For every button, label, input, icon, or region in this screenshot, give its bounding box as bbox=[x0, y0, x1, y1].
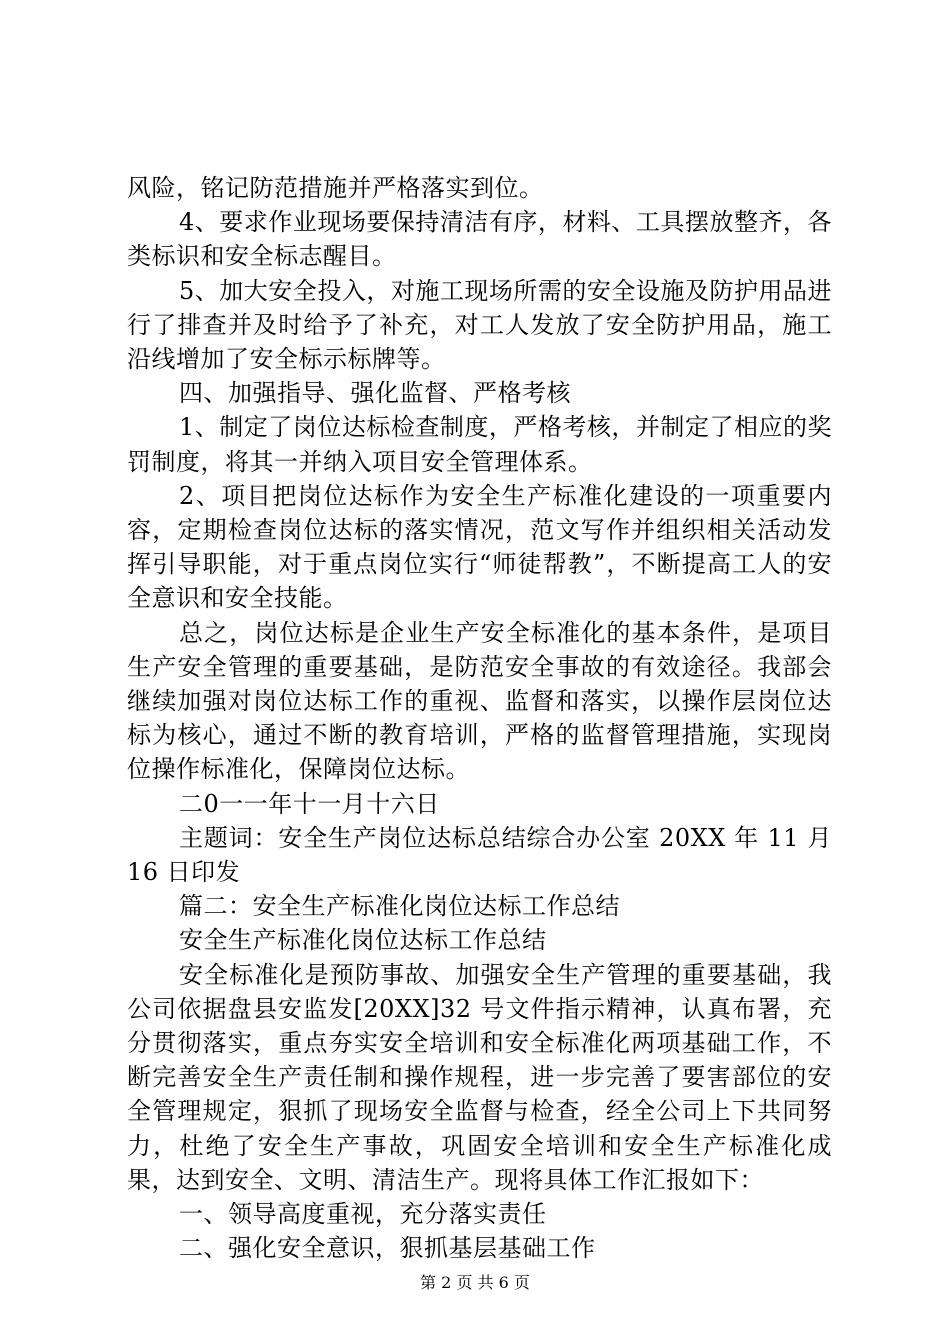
page-number-footer: 第 2 页 共 6 页 bbox=[420, 1273, 530, 1292]
paragraph: 2、项目把岗位达标作为安全生产标准化建设的一项重要内容，定期检查岗位达标的落实情况，范文写作并组织相关活动发挥引导职能，对于重点岗位实行“师徒帮教”，不断提高工人的安全意识和安全技能。 bbox=[127, 481, 832, 613]
section-heading: 二、强化安全意识，狠抓基层基础工作 bbox=[179, 1234, 596, 1263]
document-body bbox=[127, 171, 832, 1266]
section-heading: 一、领导高度重视，充分落实责任 bbox=[179, 1200, 547, 1229]
paragraph: 风险，铭记防范措施并严格落实到位。 bbox=[127, 174, 544, 202]
paragraph: 1、制定了岗位达标检查制度，严格考核，并制定了相应的奖罚制度，将其一并纳入项目安全管理体系。 bbox=[127, 413, 832, 476]
paragraph: 安全标准化是预防事故、加强安全生产管理的重要基础，我公司依据盘县安监发[20XX]32 号文件指示精神，认真布署，充分贯彻落实，重点夯实安全培训和安全标准化两项基础工作，不断完善安全生产责任制和操作规程，进一步完善了要害部位的安全管理规定，狠抓了现场安全监督与检查，经全公司上下共同努力，杜绝了安全生产事故，巩固安全培训和安全生产标准化成果，达到安全、文明、清洁生产。现将具体工作汇报如下： bbox=[127, 960, 832, 1194]
date-line: 二0一一年十一月十六日 bbox=[179, 789, 440, 818]
chapter-heading: 篇二：安全生产标准化岗位达标工作总结 bbox=[179, 892, 620, 921]
document-title: 安全生产标准化岗位达标工作总结 bbox=[179, 926, 547, 955]
subject-line: 主题词：安全生产岗位达标总结综合办公室 20XX 年 11 月 16 日印发 bbox=[127, 823, 832, 887]
section-heading: 四、加强指导、强化监督、严格考核 bbox=[179, 379, 571, 408]
paragraph: 总之，岗位达标是企业生产安全标准化的基本条件，是项目生产安全管理的重要基础，是防范安全事故的有效途径。我部会继续加强对岗位达标工作的重视、监督和落实，以操作层岗位达标为核心，通过不断的教育培训，严格的监督管理措施，实现岗位操作标准化，保障岗位达标。 bbox=[127, 618, 832, 784]
paragraph: 5、加大安全投入，对施工现场所需的安全设施及防护用品进行了排查并及时给予了补充，对工人发放了安全防护用品，施工沿线增加了安全标示标牌等。 bbox=[127, 276, 832, 374]
paragraph: 4、要求作业现场要保持清洁有序，材料、工具摆放整齐，各类标识和安全标志醒目。 bbox=[127, 208, 832, 271]
